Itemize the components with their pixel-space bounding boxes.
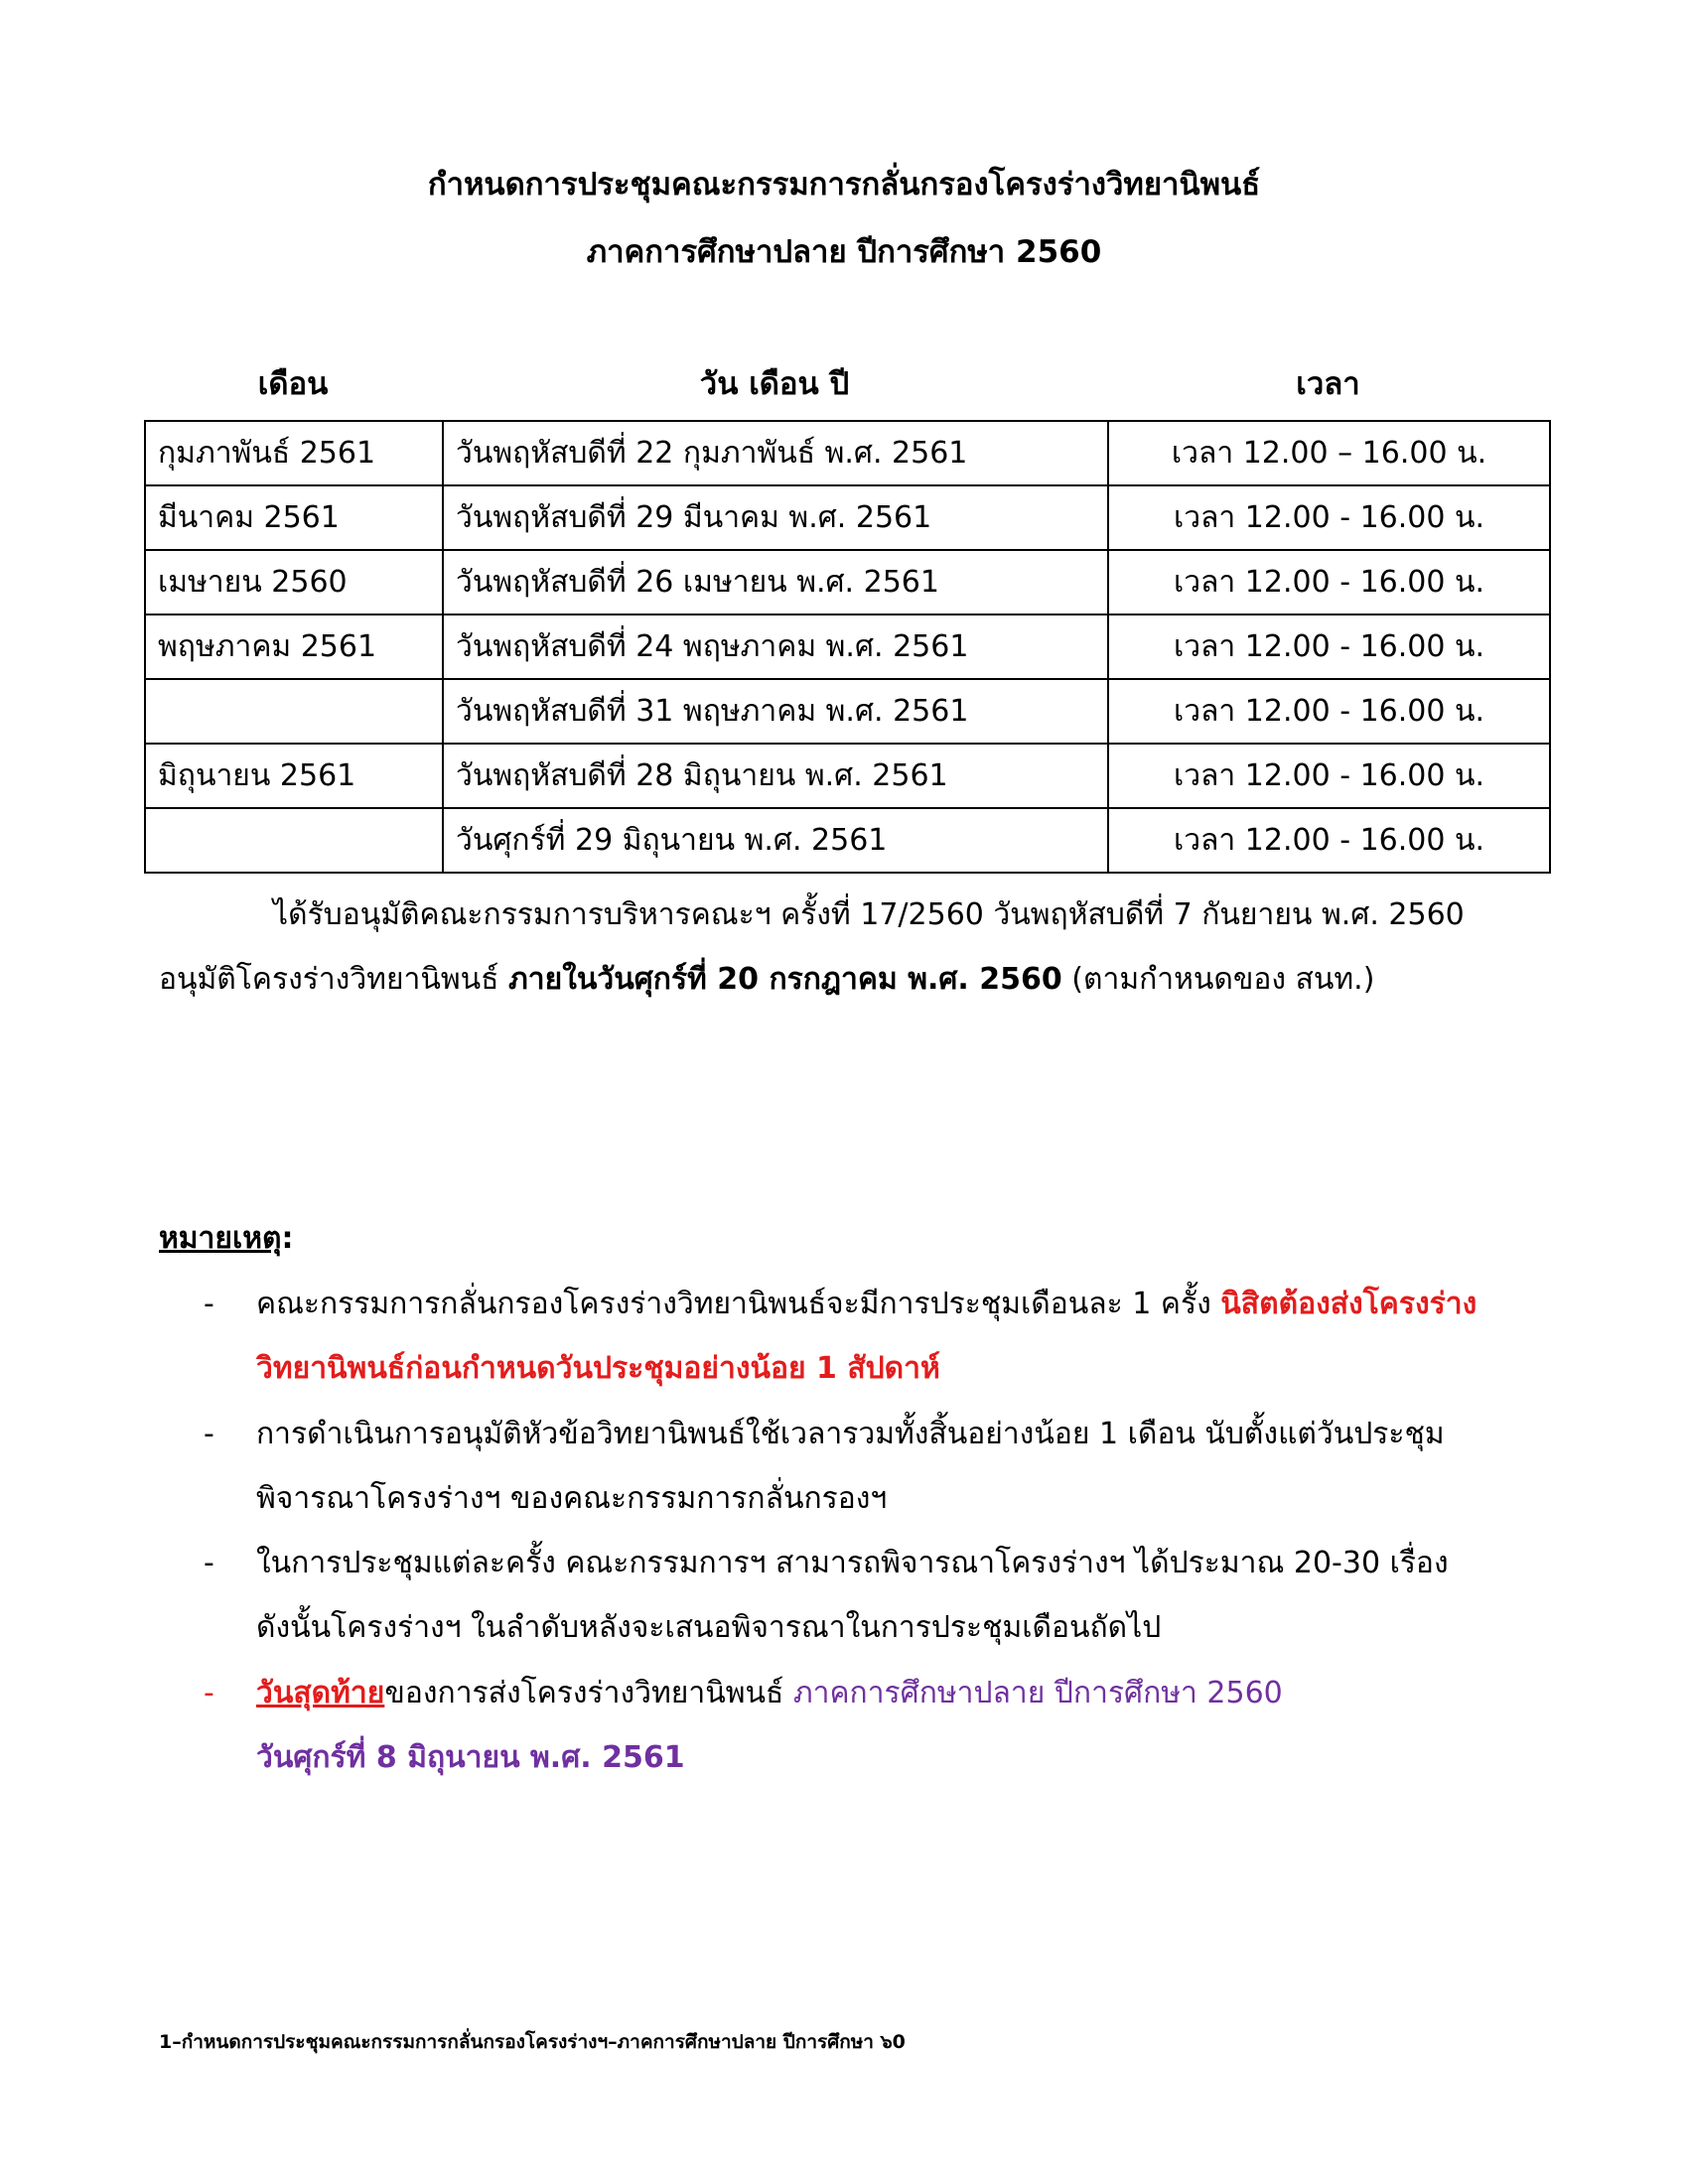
note-3-line-2: ดังนั้นโครงร่างฯ ในลำดับหลังจะเสนอพิจารณาในการประชุมเดือนถัดไป: [256, 1610, 1162, 1645]
table-row: [145, 679, 1550, 744]
notes-heading-colon: :: [281, 1221, 294, 1256]
note-4-deadline-label: วันสุดท้าย: [256, 1676, 385, 1710]
note-2-line-1: การดำเนินการอนุมัติหัวข้อวิทยานิพนธ์ใช้เวลารวมทั้งสิ้นอย่างน้อย 1 เดือน นับตั้งแต่วันประชุม: [256, 1417, 1445, 1451]
header-month: เดือน: [257, 366, 329, 402]
note-1-line-1: [256, 1285, 1547, 1324]
page-footer: 1–กำหนดการประชุมคณะกรรมการกลั่นกรองโครงร่างฯ–ภาคการศึกษาปลาย ปีการศึกษา ๖0: [159, 2031, 906, 2053]
header-time: เวลา: [1296, 366, 1360, 402]
table-row: [145, 550, 1550, 614]
note-4-text: ของการส่งโครงร่างวิทยานิพนธ์: [384, 1676, 793, 1710]
time-cell: เวลา 12.00 - 16.00 น.: [1108, 744, 1550, 808]
bullet-marker: -: [204, 1676, 214, 1710]
note-2-line-2: พิจารณาโครงร่างฯ ของคณะกรรมการกลั่นกรองฯ: [256, 1481, 888, 1516]
document-title: กำหนดการประชุมคณะกรรมการกลั่นกรองโครงร่างวิทยานิพนธ์: [427, 167, 1261, 203]
note-1-text: คณะกรรมการกลั่นกรองโครงร่างวิทยานิพนธ์จะมีการประชุมเดือนละ 1 ครั้ง: [256, 1287, 1221, 1321]
time-cell: เวลา 12.00 - 16.00 น.: [1108, 808, 1550, 873]
month-cell: [145, 808, 443, 873]
month-cell: มิถุนายน 2561: [145, 744, 443, 808]
time-cell: เวลา 12.00 - 16.00 น.: [1108, 485, 1550, 550]
date-cell: วันพฤหัสบดีที่ 28 มิถุนายน พ.ศ. 2561: [443, 744, 1108, 808]
month-cell: [145, 679, 443, 744]
time-cell: เวลา 12.00 - 16.00 น.: [1108, 614, 1550, 679]
month-cell: เมษายน 2560: [145, 550, 443, 614]
date-cell: วันศุกร์ที่ 29 มิถุนายน พ.ศ. 2561: [443, 808, 1108, 873]
note-4-line-1: [256, 1674, 1547, 1713]
approval-deadline: ภายในวันศุกร์ที่ 20 กรกฎาคม พ.ศ. 2560: [508, 962, 1062, 997]
table-row: [145, 485, 1550, 550]
approval-source: (ตามกำหนดของ สนท.): [1061, 962, 1375, 997]
time-cell: เวลา 12.00 - 16.00 น.: [1108, 550, 1550, 614]
date-cell: วันพฤหัสบดีที่ 24 พฤษภาคม พ.ศ. 2561: [443, 614, 1108, 679]
schedule-table: [144, 420, 1551, 874]
note-4-deadline-date: วันศุกร์ที่ 8 มิถุนายน พ.ศ. 2561: [256, 1740, 685, 1775]
date-cell: วันพฤหัสบดีที่ 22 กุมภาพันธ์ พ.ศ. 2561: [443, 421, 1108, 485]
bullet-marker: -: [204, 1417, 214, 1451]
note-3-line-1: ในการประชุมแต่ละครั้ง คณะกรรมการฯ สามารถพิจารณาโครงร่างฯ ได้ประมาณ 20-30 เรื่อง: [256, 1546, 1449, 1580]
time-cell: เวลา 12.00 – 16.00 น.: [1108, 421, 1550, 485]
bullet-marker: -: [204, 1287, 214, 1321]
month-cell: มีนาคม 2561: [145, 485, 443, 550]
header-date: วัน เดือน ปี: [699, 366, 850, 402]
time-cell: เวลา 12.00 - 16.00 น.: [1108, 679, 1550, 744]
bullet-marker: -: [204, 1546, 214, 1580]
approval-line-2: [159, 960, 1539, 1000]
note-4-semester: ภาคการศึกษาปลาย ปีการศึกษา 2560: [792, 1676, 1283, 1710]
date-cell: วันพฤหัสบดีที่ 26 เมษายน พ.ศ. 2561: [443, 550, 1108, 614]
month-cell: กุมภาพันธ์ 2561: [145, 421, 443, 485]
document-subtitle: ภาคการศึกษาปลาย ปีการศึกษา 2560: [586, 234, 1102, 270]
month-cell: พฤษภาคม 2561: [145, 614, 443, 679]
approval-line-1: ได้รับอนุมัติคณะกรรมการบริหารคณะฯ ครั้งที่ 17/2560 วันพฤหัสบดีที่ 7 กันยายน พ.ศ. 2560: [273, 897, 1465, 932]
notes-heading: [159, 1219, 294, 1259]
table-row: [145, 614, 1550, 679]
date-cell: วันพฤหัสบดีที่ 29 มีนาคม พ.ศ. 2561: [443, 485, 1108, 550]
table-row: [145, 421, 1550, 485]
note-1-highlight: นิสิตต้องส่งโครงร่าง: [1220, 1287, 1477, 1321]
table-row: [145, 808, 1550, 873]
note-1-line-2: วิทยานิพนธ์ก่อนกำหนดวันประชุมอย่างน้อย 1 สัปดาห์: [256, 1351, 940, 1386]
approval-text: อนุมัติโครงร่างวิทยานิพนธ์: [159, 962, 509, 997]
notes-heading-label: หมายเหตุ: [159, 1221, 282, 1256]
date-cell: วันพฤหัสบดีที่ 31 พฤษภาคม พ.ศ. 2561: [443, 679, 1108, 744]
table-row: [145, 744, 1550, 808]
